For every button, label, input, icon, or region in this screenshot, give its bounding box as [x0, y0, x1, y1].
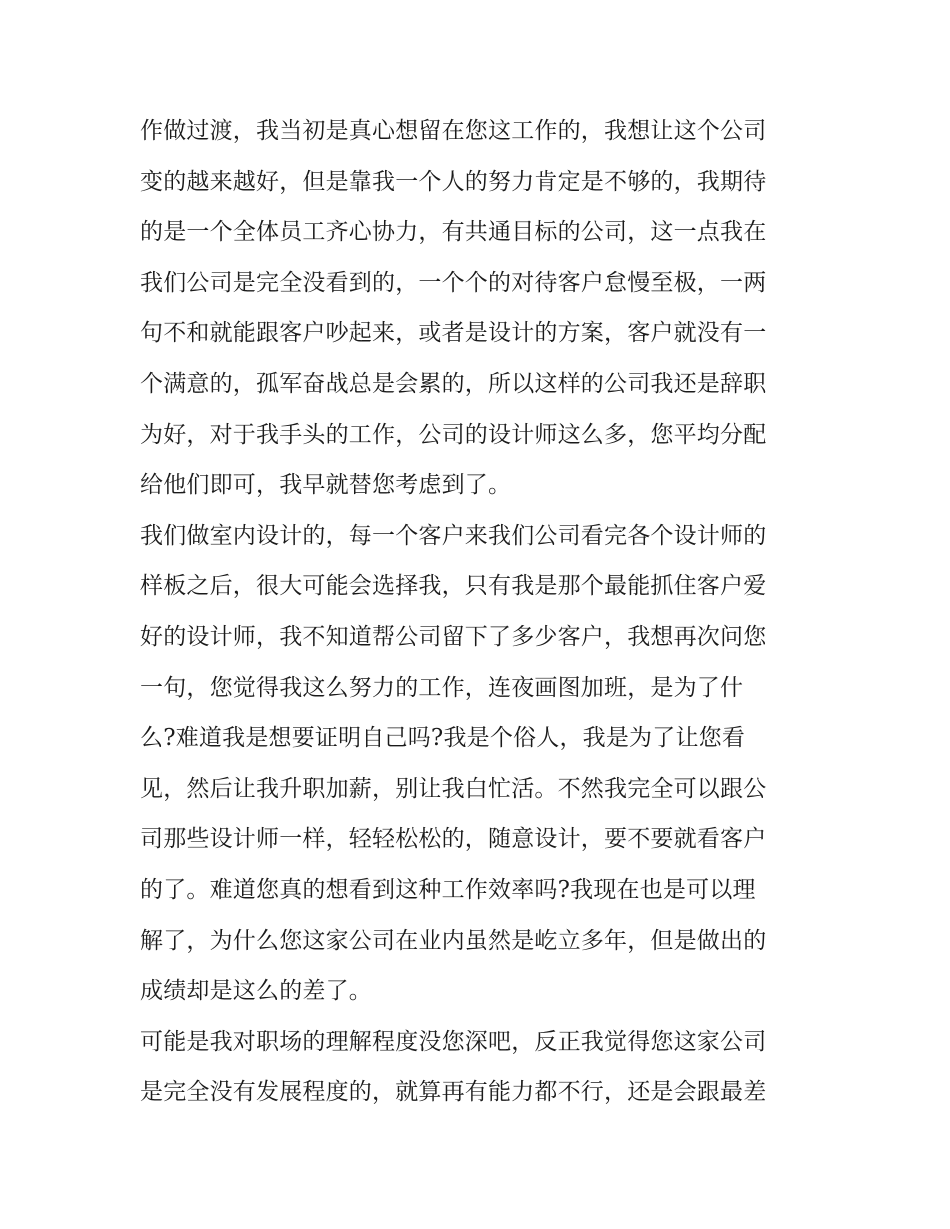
text-line: 司那些设计师一样，轻轻松松的，随意设计，要不要就看客户	[140, 826, 767, 853]
text-line: 一句，您觉得我这么努力的工作，连夜画图加班，是为了什	[140, 674, 744, 701]
text-line: 变的越来越好，但是靠我一个人的努力肯定是不够的，我期待	[140, 168, 767, 195]
text-line: 为好，对于我手头的工作，公司的设计师这么多，您平均分配	[140, 421, 767, 448]
text-line: 的是一个全体员工齐心协力，有共通目标的公司，这一点我在	[140, 219, 767, 246]
text-line: 成绩却是这么的差了。	[140, 978, 372, 1005]
text-line: 解了，为什么您这家公司在业内虽然是屹立多年，但是做出的	[140, 927, 767, 954]
text-line: 是完全没有发展程度的，就算再有能力都不行，还是会跟最差	[140, 1079, 767, 1106]
text-line: 好的设计师，我不知道帮公司留下了多少客户，我想再次问您	[140, 623, 767, 650]
text-line: 见，然后让我升职加薪，别让我白忙活。不然我完全可以跟公	[140, 775, 767, 802]
text-line: 给他们即可，我早就替您考虑到了。	[140, 472, 512, 499]
text-line: 我们做室内设计的，每一个客户来我们公司看完各个设计师的	[140, 522, 767, 549]
text-line: 作做过渡，我当初是真心想留在您这工作的，我想让这个公司	[140, 118, 767, 144]
text-line: 我们公司是完全没看到的，一个个的对待客户怠慢至极，一两	[140, 269, 767, 296]
text-line: 么?难道我是想要证明自己吗?我是个俗人，我是为了让您看	[140, 725, 746, 752]
text-line: 样板之后，很大可能会选择我，只有我是那个最能抓住客户爱	[140, 573, 767, 600]
text-line: 个满意的，孤军奋战总是会累的，所以这样的公司我还是辞职	[140, 370, 767, 397]
text-line: 的了。难道您真的想看到这种工作效率吗?我现在也是可以理	[140, 876, 756, 903]
text-line: 可能是我对职场的理解程度没您深吧，反正我觉得您这家公司	[140, 1028, 767, 1055]
body-text	[140, 106, 812, 1118]
text-line: 句不和就能跟客户吵起来，或者是设计的方案，客户就没有一	[140, 320, 767, 347]
